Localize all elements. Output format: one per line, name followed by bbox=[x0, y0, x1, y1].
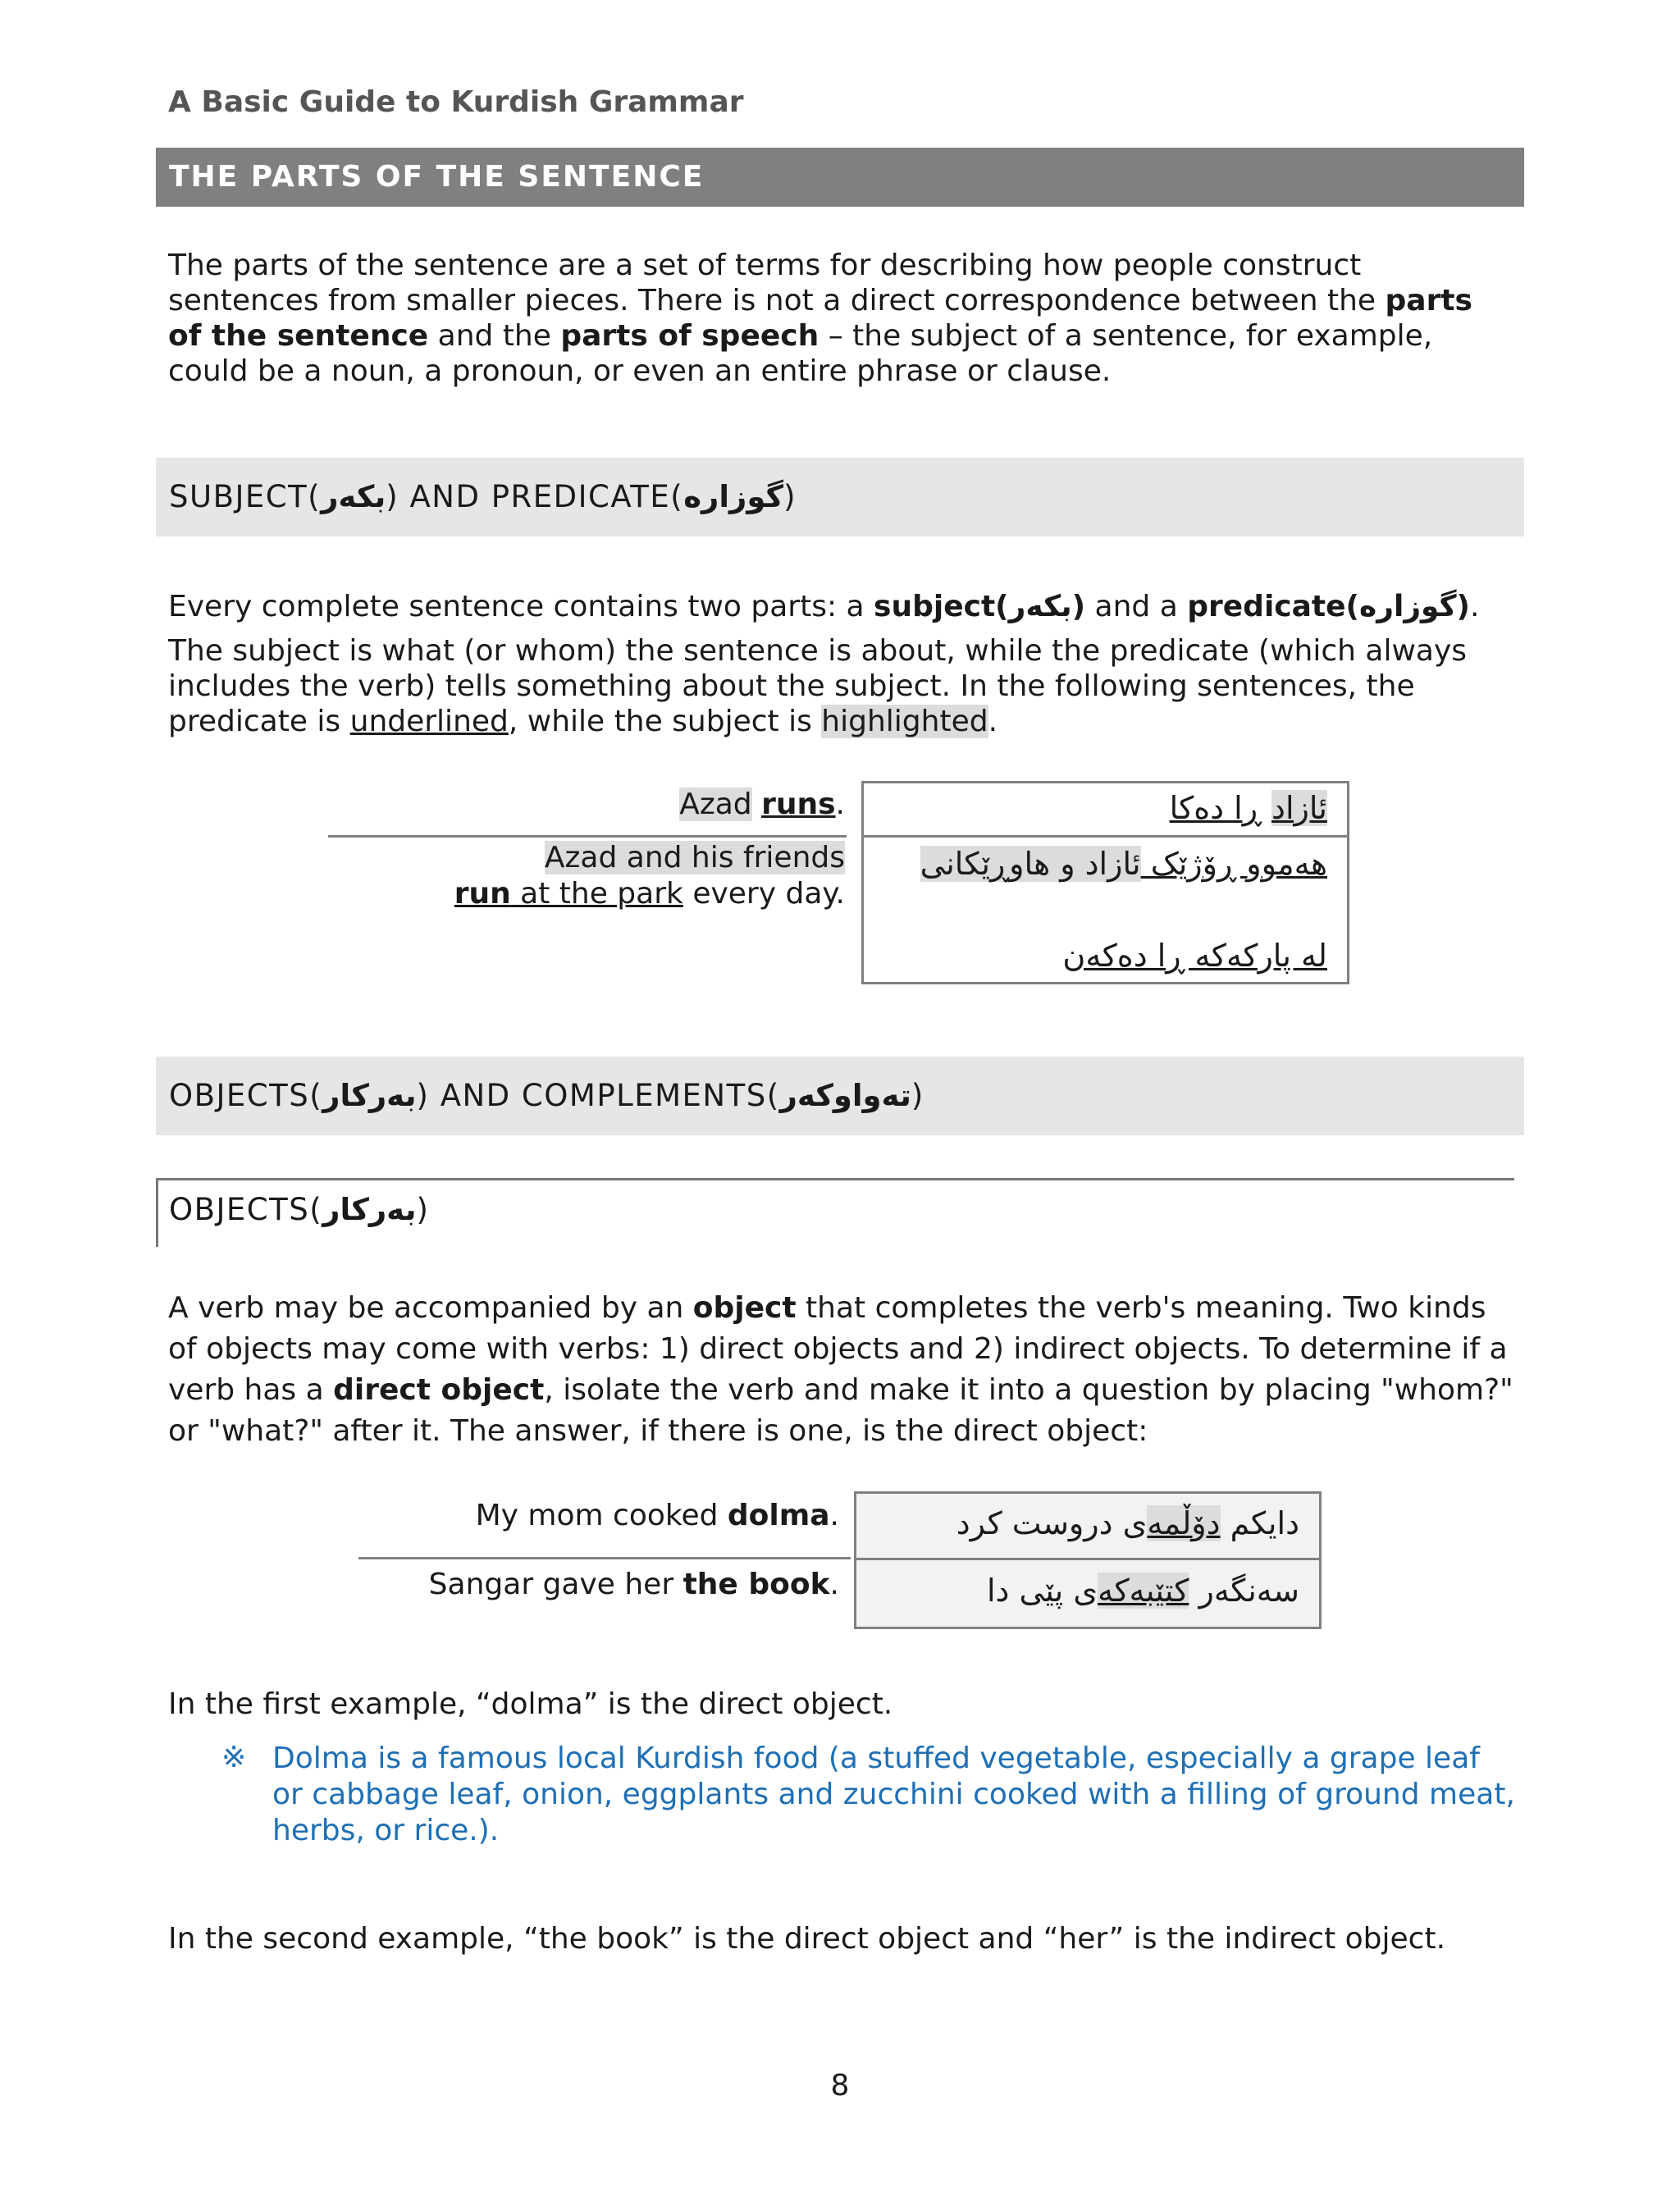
example-predicate-rest: at the park bbox=[510, 877, 683, 911]
first-example-explanation: In the first example, “dolma” is the direct object. bbox=[168, 1687, 893, 1721]
subject-predicate-examples bbox=[328, 781, 1665, 989]
heading-kurdish-complement: تەواوکەر bbox=[779, 1078, 911, 1113]
subject-predicate-explanation bbox=[168, 633, 1513, 739]
object-example-1-kurdish bbox=[856, 1504, 1319, 1543]
object-examples bbox=[358, 1491, 1671, 1629]
heading-text: ) bbox=[783, 479, 797, 514]
paragraph-text: The subject is what (or whom) the sentence is about, while the predicate (which always includes the verb) tells something about the subject. In the following sentences, the predicate is bbox=[168, 634, 1468, 738]
row-divider bbox=[358, 1557, 851, 1559]
intro-text-2: and the bbox=[428, 319, 561, 353]
running-head: A Basic Guide to Kurdish Grammar bbox=[168, 85, 744, 119]
heading-kurdish-predicate: گوزارە bbox=[683, 479, 784, 514]
example-2-kurdish-line-1 bbox=[864, 844, 1347, 883]
heading-text: OBJECTS( bbox=[169, 1192, 323, 1227]
paragraph-text: , while the subject is bbox=[508, 705, 822, 738]
heading-subject-predicate bbox=[156, 458, 1524, 536]
kurdish-text: ی پێی دا bbox=[986, 1573, 1098, 1609]
example-1-english bbox=[328, 781, 845, 835]
example-tail: every day. bbox=[682, 877, 845, 911]
punctuation: . bbox=[829, 1568, 839, 1601]
dolma-note: Dolma is a famous local Kurdish food (a stuffed vegetable, especially a grape leaf or cabbage leaf, onion, eggplants and zucchini cooked with a filling of ground meat, herbs, or rice.). bbox=[272, 1742, 1515, 1847]
punctuation: . bbox=[835, 788, 845, 821]
term-subject: subject(بکەر) bbox=[874, 590, 1086, 623]
object-example-2-kurdish bbox=[856, 1571, 1319, 1610]
kurdish-text: سەنگەر bbox=[1189, 1573, 1299, 1609]
section-title: THE PARTS OF THE SENTENCE bbox=[156, 148, 1524, 207]
paragraph-text: and a bbox=[1085, 590, 1188, 623]
page-number: 8 bbox=[830, 2069, 850, 2102]
paragraph-text: . bbox=[1470, 590, 1480, 623]
object-example-2-english bbox=[358, 1560, 839, 1609]
heading-kurdish-object: بەرکار bbox=[322, 1192, 417, 1227]
intro-term-parts-of-speech: parts of speech bbox=[560, 319, 819, 353]
heading-kurdish-subject: بکەر bbox=[321, 479, 386, 514]
kurdish-predicate: لە پارکەکە ڕا دەکەن bbox=[1062, 938, 1327, 974]
example-subject: Azad and his friends bbox=[544, 841, 845, 874]
example-subject: Azad bbox=[679, 788, 752, 821]
underlined-word: underlined bbox=[349, 705, 509, 738]
kurdish-examples-box bbox=[861, 781, 1349, 984]
paragraph-text: , isolate the verb and make it into a question by placing "whom?" or "what?" after it. The answer, if there is one, is the direct object: bbox=[168, 1373, 1513, 1448]
example-1-kurdish bbox=[864, 788, 1347, 828]
term-object: object bbox=[692, 1291, 797, 1325]
heading-text: ) AND COMPLEMENTS( bbox=[416, 1078, 780, 1113]
kurdish-direct-object: دۆڵمە bbox=[1147, 1505, 1221, 1541]
heading-objects-complements bbox=[156, 1057, 1524, 1135]
kurdish-direct-object: کتێبەکە bbox=[1098, 1573, 1189, 1609]
objects-definition bbox=[168, 1288, 1513, 1452]
row-divider bbox=[864, 835, 1347, 838]
note-marker-icon: ※ bbox=[221, 1741, 247, 1774]
subject-predicate-definition bbox=[168, 589, 1513, 624]
paragraph-text: . bbox=[988, 705, 998, 738]
object-example-1-english bbox=[358, 1491, 839, 1557]
intro-term-parts-of-sentence: parts of the sentence bbox=[168, 284, 1472, 353]
kurdish-object-examples-box bbox=[854, 1491, 1322, 1629]
example-predicate-verb: run bbox=[454, 877, 511, 911]
heading-objects bbox=[156, 1178, 1514, 1247]
heading-text: ) bbox=[911, 1078, 924, 1113]
heading-text: ) AND PREDICATE( bbox=[386, 479, 684, 514]
paragraph-text: Every complete sentence contains two parts: a bbox=[168, 590, 874, 623]
example-text: My mom cooked bbox=[475, 1499, 728, 1532]
heading-text: OBJECTS( bbox=[169, 1078, 323, 1113]
intro-paragraph bbox=[168, 248, 1513, 389]
example-direct-object: the book bbox=[682, 1568, 830, 1601]
term-predicate: predicate(گوزارە) bbox=[1187, 590, 1470, 623]
intro-text-3: – the subject of a sentence, for example, could be a noun, a pronoun, or even an entire phrase or clause. bbox=[168, 319, 1433, 388]
heading-text: SUBJECT( bbox=[169, 479, 322, 514]
kurdish-text: ی دروست کرد bbox=[956, 1505, 1148, 1541]
heading-text: ) bbox=[416, 1192, 430, 1227]
row-divider bbox=[328, 835, 847, 838]
example-text: Sangar gave her bbox=[428, 1568, 683, 1601]
example-predicate: runs bbox=[761, 788, 836, 821]
example-2-english bbox=[328, 840, 845, 912]
intro-text-1: The parts of the sentence are a set of terms for describing how people construct sentences from smaller pieces. There is not a direct correspondence between the bbox=[168, 249, 1386, 317]
kurdish-text: دایکم bbox=[1220, 1505, 1299, 1541]
paragraph-text: A verb may be accompanied by an bbox=[168, 1291, 693, 1325]
term-direct-object: direct object bbox=[333, 1373, 545, 1407]
second-example-explanation: In the second example, “the book” is the direct object and “her” is the indirect object. bbox=[168, 1922, 1446, 1956]
example-direct-object: dolma bbox=[727, 1499, 830, 1532]
kurdish-subject: ئازاد و هاوڕێکانی bbox=[920, 846, 1141, 882]
highlighted-word: highlighted bbox=[821, 705, 988, 738]
kurdish-predicate: ڕا دەکا bbox=[1169, 790, 1262, 826]
example-2-kurdish-line-2 bbox=[864, 936, 1347, 975]
row-divider bbox=[856, 1558, 1319, 1560]
heading-kurdish-object: بەرکار bbox=[322, 1078, 417, 1113]
punctuation: . bbox=[829, 1499, 839, 1532]
paragraph-text: that completes the verb's meaning. Two kinds of objects may come with verbs: 1) direct objects and 2) indirect objects. To determine if a verb has a bbox=[168, 1291, 1508, 1407]
kurdish-subject: ئازاد bbox=[1271, 790, 1327, 826]
kurdish-predicate: هەموو ڕۆژێک bbox=[1140, 846, 1327, 882]
